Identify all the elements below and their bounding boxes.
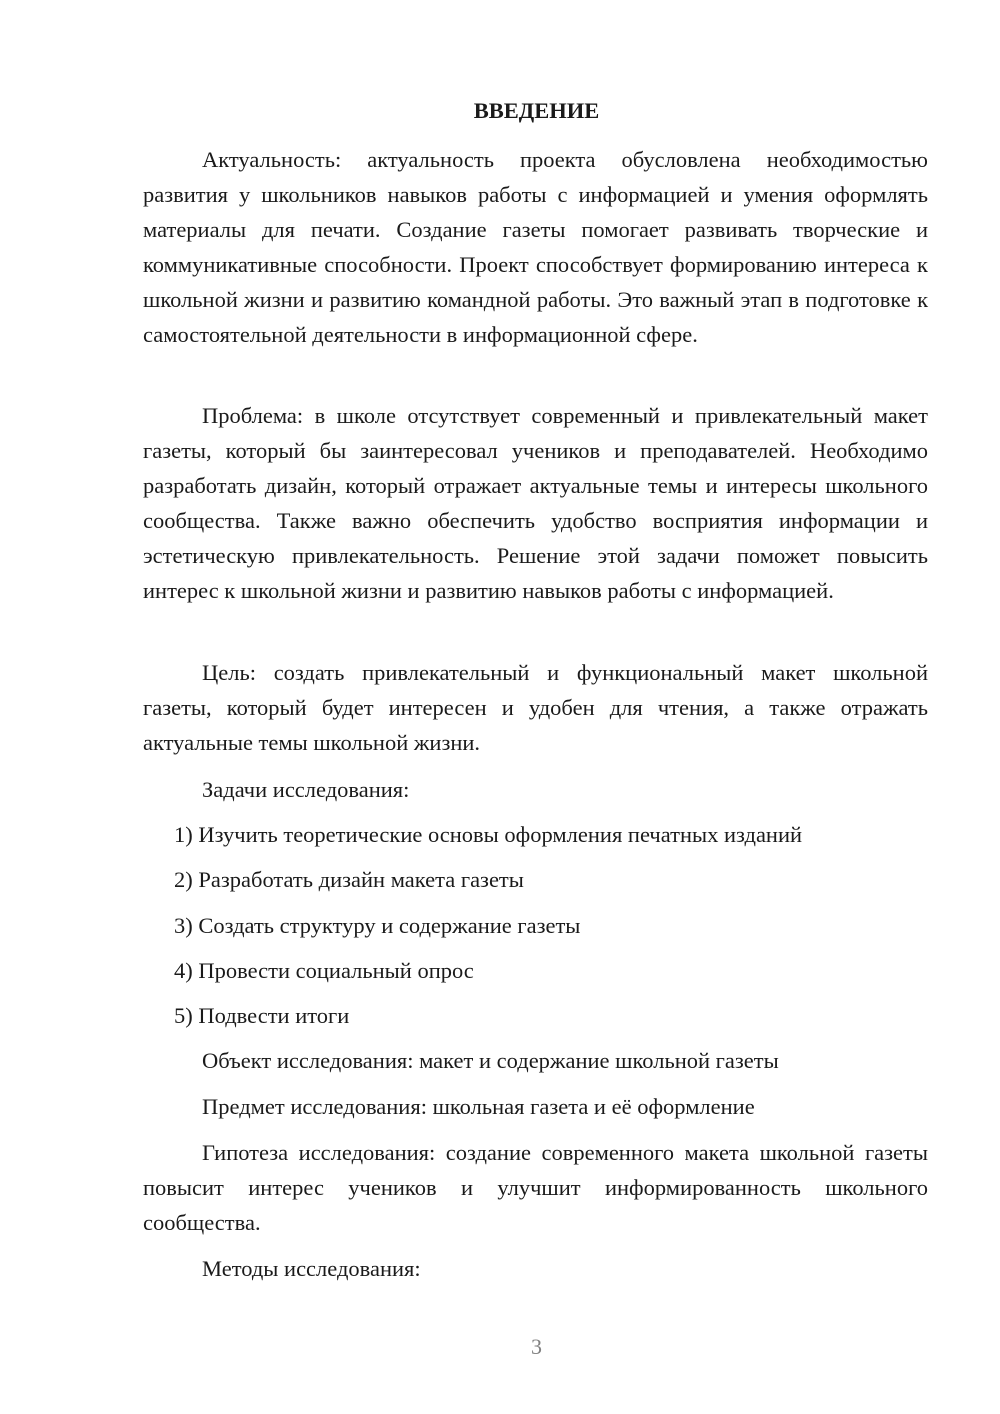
- page-number: 3: [531, 1334, 542, 1359]
- task-item: 3) Создать структуру и содержание газеты: [174, 913, 581, 938]
- paragraph-hypothesis-text: Гипотеза исследования: создание современного макета школьной газеты повысит интерес учеников и улучшит информированность школьного сообщества.: [143, 1140, 928, 1236]
- paragraph-goal: [143, 655, 928, 760]
- tasks-heading: Задачи исследования:: [202, 777, 410, 802]
- section-title: ВВЕДЕНИЕ: [473, 98, 600, 123]
- paragraph-relevance-text: Актуальность: актуальность проекта обусловлена необходимостью развития у школьников навыков работы с информацией и умения оформлять материалы для печати. Создание газеты помогает развивать творческие и коммуникативные способности. Проект способствует формированию интереса к школьной жизни и развитию командной работы. Это важный этап в подготовке к самостоятельной деятельности в информационной сфере.: [143, 147, 928, 348]
- task-item: 5) Подвести итоги: [174, 1003, 350, 1028]
- task-item: 2) Разработать дизайн макета газеты: [174, 867, 524, 892]
- task-item: 1) Изучить теоретические основы оформления печатных изданий: [174, 822, 803, 847]
- paragraph-goal-text: Цель: создать привлекательный и функциональный макет школьной газеты, который будет интересен и удобен для чтения, а также отражать актуальные темы школьной жизни.: [143, 660, 928, 756]
- task-item: 4) Провести социальный опрос: [174, 958, 474, 983]
- research-subject: Предмет исследования: школьная газета и её оформление: [202, 1094, 755, 1119]
- paragraph-relevance: [143, 142, 928, 353]
- paragraph-hypothesis: [143, 1135, 928, 1240]
- research-object: Объект исследования: макет и содержание школьной газеты: [202, 1048, 779, 1073]
- methods-heading: Методы исследования:: [202, 1256, 421, 1281]
- paragraph-problem-text: Проблема: в школе отсутствует современный и привлекательный макет газеты, который бы заинтересовал учеников и преподавателей. Необходимо разработать дизайн, который отражает актуальные темы и интересы школьного сообщества. Также важно обеспечить удобство восприятия информации и эстетическую привлекательность. Решение этой задачи поможет повысить интерес к школьной жизни и развитию навыков работы с информацией.: [143, 403, 928, 604]
- paragraph-problem: [143, 398, 928, 609]
